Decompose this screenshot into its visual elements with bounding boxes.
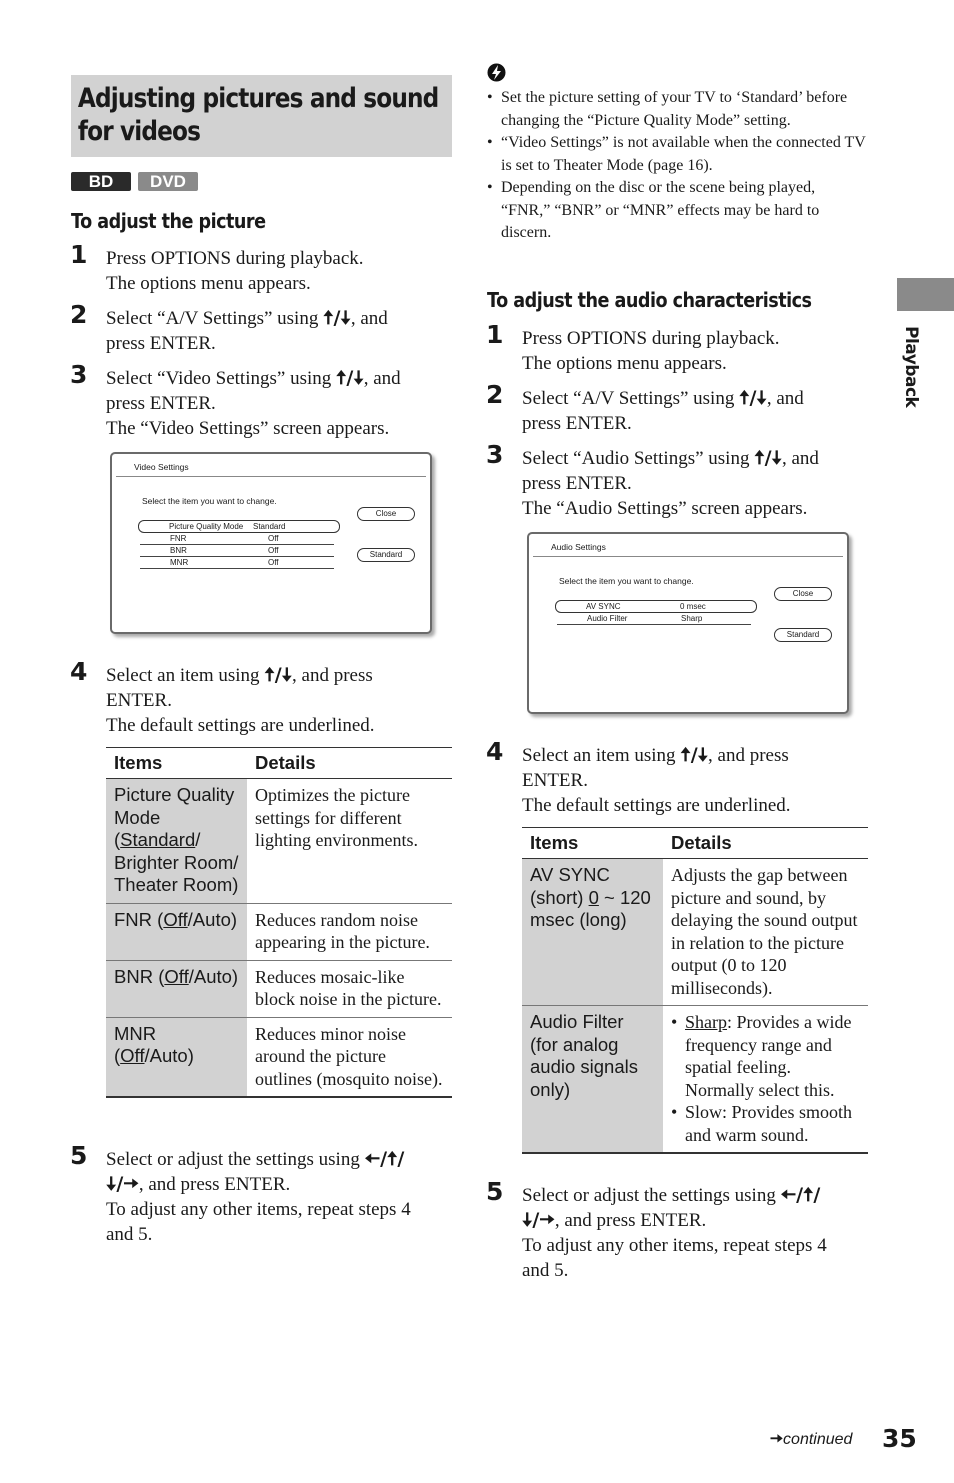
step-number: 4: [70, 657, 88, 686]
up-down-arrows-icon: 🠅/🠇: [323, 307, 351, 329]
screen-row: AV SYNC 0 msec: [555, 600, 757, 613]
step-number: 1: [486, 320, 504, 349]
continued-label: 🠆continued: [770, 1429, 853, 1448]
step-number: 5: [486, 1177, 504, 1206]
up-down-arrows-icon: 🠅/🠇: [264, 664, 293, 686]
step-number: 3: [486, 440, 504, 469]
step-number: 2: [70, 300, 88, 329]
audio-settings-table: Items Details AV SYNC (short) 0 ~ 120 msec (long) Adjusts the gap between picture and sound, by delaying the sound output in relation to the picture output (0 to 120 milliseconds). Audio Filter (for analog audio signals only) • Sharp: Provides a wide frequency range and spatial feeling. Normally select this. • Slow: Provides smooth and warm sound.: [522, 827, 868, 1154]
dvd-badge: DVD: [138, 172, 198, 191]
screen-prompt: Select the item you want to change.: [559, 576, 694, 586]
note-item: • “Video Settings” is not available when the connected TV is set to Theater Mode (page 16).: [487, 132, 867, 177]
step-text: Select or adjust the settings using 🠄/🠅/ 🠇/🠆, and press ENTER. To adjust any other items, repeat steps 4 and 5.: [106, 1148, 411, 1245]
down-right-arrows-icon: 🠇/🠆: [106, 1173, 139, 1195]
screen-row: Picture Quality Mode Standard: [138, 520, 340, 533]
table-row: AV SYNC (short) 0 ~ 120 msec (long) Adjusts the gap between picture and sound, by delaying the sound output in relation to the picture output (0 to 120 milliseconds).: [522, 859, 868, 1006]
step-text: Select “Video Settings” using 🠅/🠇, and press ENTER. The “Video Settings” screen appears.: [106, 367, 401, 439]
up-down-arrows-icon: 🠅/🠇: [754, 447, 782, 469]
step-text: Select “Audio Settings” using 🠅/🠇, and press ENTER. The “Audio Settings” screen appears.: [522, 447, 819, 519]
page-title: Adjusting pictures and sound for videos: [77, 83, 439, 147]
side-tab-label: Playback: [901, 326, 921, 408]
screen-standard-button: Standard: [774, 628, 832, 642]
video-settings-screenshot: [110, 452, 432, 634]
right-arrow-icon: 🠆: [770, 1429, 784, 1448]
left-up-arrows-icon: 🠄/🠅/: [364, 1148, 405, 1170]
step-text: Select “A/V Settings” using 🠅/🠇, and press ENTER.: [522, 387, 804, 434]
list-item: • Slow: Provides smooth and warm sound.: [671, 1101, 860, 1146]
screen-row: Audio Filter Sharp: [557, 613, 751, 625]
hint-icon: [487, 63, 507, 83]
step-number: 2: [486, 380, 504, 409]
step-number: 5: [70, 1141, 88, 1170]
table-row: BNR (Off/Auto) Reduces mosaic-like block noise in the picture.: [106, 960, 452, 1017]
screen-row: MNR Off: [140, 557, 334, 569]
bd-badge: BD: [71, 172, 131, 191]
screen-close-button: Close: [357, 507, 415, 521]
down-right-arrows-icon: 🠇/🠆: [522, 1209, 555, 1231]
step-number: 3: [70, 360, 88, 389]
page-title-box: [71, 75, 452, 157]
step-number: 1: [70, 240, 88, 269]
table-row: Audio Filter (for analog audio signals only) • Sharp: Provides a wide frequency range and spatial feeling. Normally select this. • Slow: Provides smooth and warm sound.: [522, 1006, 868, 1154]
up-down-arrows-icon: 🠅/🠇: [739, 387, 767, 409]
audio-heading: To adjust the audio characteristics: [487, 288, 812, 312]
screen-row: FNR Off: [140, 533, 334, 545]
step-text: Select “A/V Settings” using 🠅/🠇, and press ENTER.: [106, 307, 388, 354]
side-tab-marker: [897, 278, 954, 311]
step-number: 4: [486, 737, 504, 766]
picture-settings-table: Items Details Picture Quality Mode (Standard/ Brighter Room/ Theater Room) Optimizes the picture settings for different lighting environments. FNR (Off/Auto) Reduces random noise appearing in the picture. BNR (Off/Auto) Reduces mosaic-like block noise in the picture. MNR (Off/Auto) Reduces minor noise around the picture outlines (mosquito noise).: [106, 747, 452, 1098]
note-item: • Depending on the disc or the scene being played, “FNR,” “BNR” or “MNR” effects may be hard to discern.: [487, 177, 867, 245]
list-item: • Sharp: Provides a wide frequency range and spatial feeling. Normally select this.: [671, 1011, 860, 1101]
table-row: Picture Quality Mode (Standard/ Brighter Room/ Theater Room) Optimizes the picture settings for different lighting environments.: [106, 779, 452, 904]
up-down-arrows-icon: 🠅/🠇: [336, 367, 364, 389]
screen-prompt: Select the item you want to change.: [142, 496, 277, 506]
step-text: Select an item using 🠅/🠇, and press ENTER. The default settings are underlined.: [106, 664, 375, 736]
picture-heading: To adjust the picture: [71, 209, 266, 233]
page-number: 35: [882, 1424, 917, 1453]
screen-close-button: Close: [774, 587, 832, 601]
table-row: FNR (Off/Auto) Reduces random noise appearing in the picture.: [106, 903, 452, 960]
up-down-arrows-icon: 🠅/🠇: [680, 744, 709, 766]
step-text: Press OPTIONS during playback. The options menu appears.: [522, 328, 780, 374]
step-text: Press OPTIONS during playback. The options menu appears.: [106, 248, 364, 294]
left-up-arrows-icon: 🠄/🠅/: [780, 1184, 821, 1206]
screen-standard-button: Standard: [357, 548, 415, 562]
step-text: Select or adjust the settings using 🠄/🠅/ 🠇/🠆, and press ENTER. To adjust any other items, repeat steps 4 and 5.: [522, 1184, 827, 1281]
note-item: • Set the picture setting of your TV to ‘Standard’ before changing the “Picture Quality Mode” setting.: [487, 87, 867, 132]
step-text: Select an item using 🠅/🠇, and press ENTER. The default settings are underlined.: [522, 744, 791, 816]
screen-title: Video Settings: [134, 462, 189, 472]
screen-title: Audio Settings: [551, 542, 606, 552]
hint-notes: [487, 87, 867, 245]
table-row: MNR (Off/Auto) Reduces minor noise around the picture outlines (mosquito noise).: [106, 1017, 452, 1097]
audio-settings-screenshot: [527, 532, 849, 714]
screen-row: BNR Off: [140, 545, 334, 557]
